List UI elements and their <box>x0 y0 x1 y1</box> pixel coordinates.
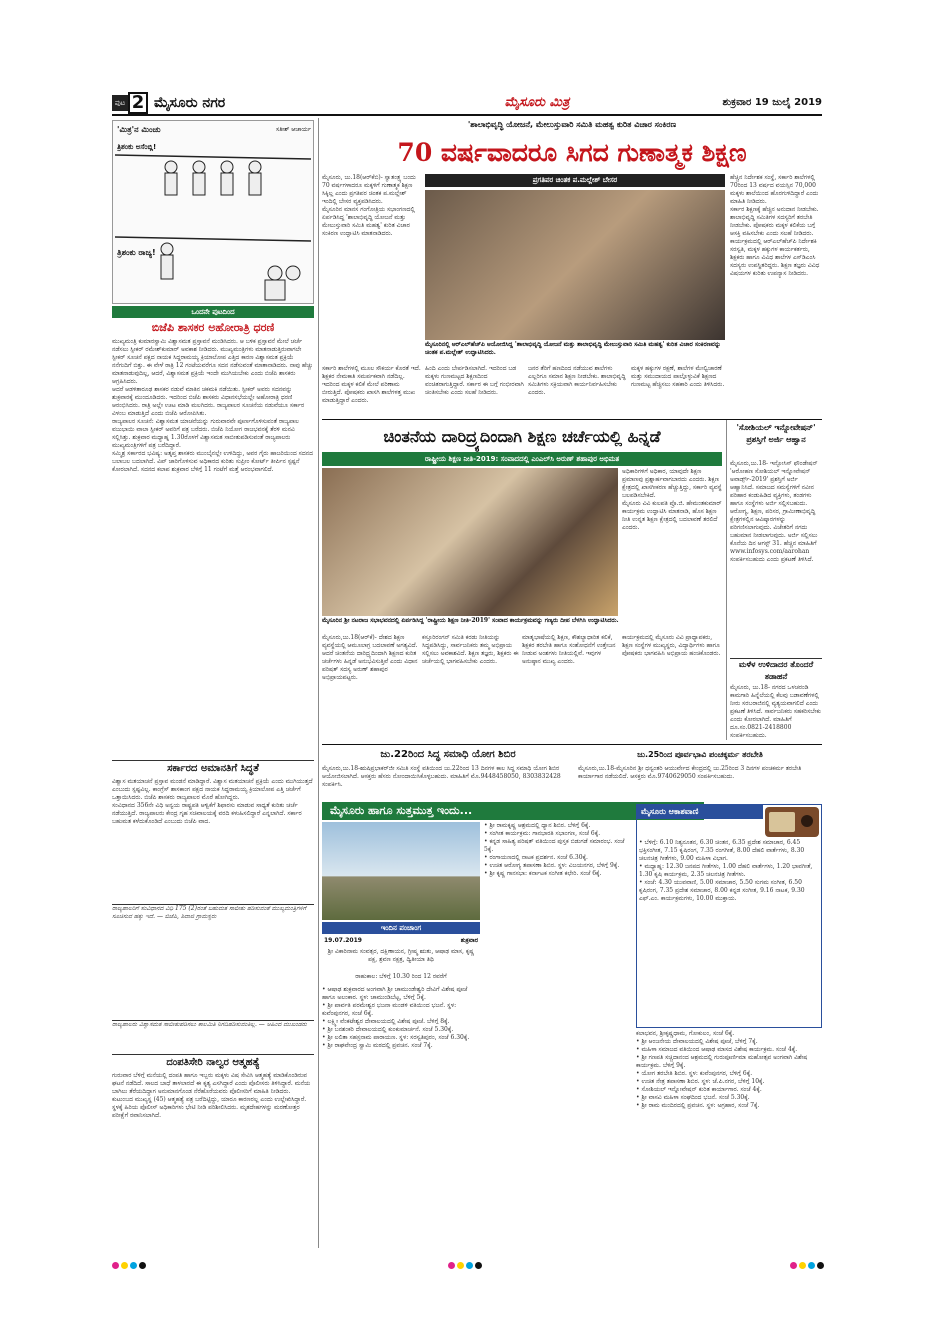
lead-photo <box>425 190 725 340</box>
registration-marks-center <box>448 1254 498 1263</box>
radio-body: • ಬೆಳಿಗ್ಗೆ: 6.10 ನಿತ್ಯನೂತನ, 6.30 ಚಿಂತನ, 6.35 ಪ್ರದೇಶ ಸಮಾಚಾರ, 6.45 ಭಕ್ತಿಸಂಗೀತ, 7.15 ಕೃಷಿರಂಗ, 7.35 ರಂಗಗೀತೆ, 8.00 ದೆಹಲಿ ವಾರ್ತೆಗಳು, 8.30 ಚಲನಚಿತ್ರ ಗೀತೆಗಳು, 9.00 ಮಹಿಳಾ ವಿಭಾಗ. • ಮಧ್ಯಾಹ್ನ: 12.30 ಜನಪದ ಗೀತೆಗಳು, 1.00 ದೆಹಲಿ ವಾರ್ತೆಗಳು, 1.20 ಭಾವಗೀತೆ, 1.30 ಕೃಷಿ ಕಾರ್ಯಕ್ರಮ, 2.35 ಚಲನಚಿತ್ರ ಗೀತೆಗಳು. • ಸಂಜೆ: 4.30 ಯುವವಾಣಿ, 5.00 ಸಮಾಚಾರ, 5.50 ಸುಗಮ ಸಂಗೀತ, 6.50 ಕೃಷಿರಂಗ, 7.35 ಪ್ರದೇಶ ಸಮಾಚಾರ, 8.00 ಕನ್ನಡ ಸಂಗೀತ, 9.16 ನಾಟಕ, 9.30 ಎಫ್.ಎಂ. ಕಾರ್ಯಕ್ರಮಗಳು, 10.00 ಮುಕ್ತಾಯ. <box>639 839 813 902</box>
right-rail-divider <box>726 420 727 740</box>
registration-marks <box>112 1254 162 1263</box>
lead-col4: ಜನರ ತೆರಿಗೆ ಹಣದಿಂದ ನಡೆಯುವ ಶಾಲೆಗಳು ಎಲ್ಲರಿಗೂ ಸಮಾನ ಶಿಕ್ಷಣ ನೀಡಬೇಕು. ಶಾಲಾಭಿವೃದ್ಧಿ ಸಮಿತಿಗಳು ಸಕ್ರಿಯವಾಗಿ ಕಾರ್ಯನಿರ್ವಹಿಸಬೇಕು ಎಂದರು. <box>528 365 628 396</box>
lead-col1: ಮೈಸೂರು, ಜು.18(ಆರ್‌ಕೆಬಿ)- ಸ್ವಾತಂತ್ರ್ಯ ಬಂದು 70 ವರ್ಷಗಳಾದರೂ ಮಕ್ಕಳಿಗೆ ಗುಣಾತ್ಮಕ ಶಿಕ್ಷಣ ಸಿಕ್ಕಿಲ್ಲ ಎಂದು ಪ್ರಗತಿಪರ ಚಿಂತಕ ಪ.ಮಲ್ಲೇಶ್ ಇಂದಿಲ್ಲಿ ಬೇಸರ ವ್ಯಕ್ತಪಡಿಸಿದರು. ಮೈಸೂರಿನ ಮಾನಸ ಗಂಗೋತ್ರಿಯ ಸಭಾಂಗಣದಲ್ಲಿ ಏರ್ಪಡಿಸಿದ್ದ 'ಶಾಲಾಭಿವೃದ್ಧಿ ಯೋಜನೆ ಮತ್ತು ಮೇಲುಸ್ತುವಾರಿ ಸಮಿತಿ ಮಹತ್ವ' ಕುರಿತ ವಿಚಾರ ಸಂಕಿರಣ ಉದ್ಘಾಟಿಸಿ ಮಾತನಾಡಿದರು. <box>322 174 416 237</box>
right-bottom-body: ಕಲಾಭವನ, ಶ್ರೀಕೃಷ್ಣಧಾಮ, ಗೋಕುಲಂ, ಸಂಜೆ 6ಕ್ಕೆ. • ಶ್ರೀ ಆಂಜನೇಯ ದೇವಾಲಯದಲ್ಲಿ ವಿಶೇಷ ಪೂಜೆ, ಬೆಳಿಗ್ಗೆ 7ಕ್ಕೆ. • ಮಹಿಳಾ ಸಮಾಜದ ವತಿಯಿಂದ ಆಷಾಢ ಮಾಸದ ವಿಶೇಷ ಕಾರ್ಯಕ್ರಮ. ಸಂಜೆ 4ಕ್ಕೆ. • ಶ್ರೀ ಗಣಪತಿ ಸಚ್ಚಿದಾನಂದ ಆಶ್ರಮದಲ್ಲಿ ಗುರುಪೂರ್ಣಿಮಾ ಮಹೋತ್ಸವ ಅಂಗವಾಗಿ ವಿಶೇಷ ಕಾರ್ಯಕ್ರಮ. ಬೆಳಿಗ್ಗೆ 9ಕ್ಕೆ. • ಯೋಗ ತರಬೇತಿ ಶಿಬಿರ. ಸ್ಥಳ: ಕುವೆಂಪುನಗರ, ಬೆಳಿಗ್ಗೆ 6ಕ್ಕೆ. • ಉಚಿತ ನೇತ್ರ ತಪಾಸಣಾ ಶಿಬಿರ. ಸ್ಥಳ: ಜೆ.ಪಿ.ನಗರ, ಬೆಳಿಗ್ಗೆ 10ಕ್ಕೆ. • ಸೋಶಿಯಲ್ ಇನ್ನೋವೇಷನ್ ಕುರಿತ ಕಾರ್ಯಾಗಾರ. ಸಂಜೆ 4ಕ್ಕೆ. • ಶ್ರೀ ವಾಸವಿ ಮಹಿಳಾ ಸಂಘದಿಂದ ಭಜನೆ. ಸಂಜೆ 5.30ಕ್ಕೆ. • ಶ್ರೀ ರಾಮ ಮಂದಿರದಲ್ಲಿ ಪ್ರವಚನ. ಸ್ಥಳ: ಅಗ್ರಹಾರ, ಸಂಜೆ 7ಕ್ಕೆ. <box>636 1030 808 1109</box>
story3-headline: ದಂಪತಿಸೇರಿ ನಾಲ್ವರ ಆತ್ಮಹತ್ಯೆ <box>112 1054 314 1070</box>
lead-photo-caption: ಮೈಸೂರಿನಲ್ಲಿ ಆರ್‌ಎಲ್‌ಹೆಚ್‌ಪಿ ಆಯೋಜಿಸಿದ್ದ 'ಶಾಲಾಭಿವೃದ್ಧಿ ಯೋಜನೆ ಮತ್ತು ಶಾಲಾಭಿವೃದ್ಧಿ ಮೇಲುಸ್ತುವಾರಿ ಸಮಿತಿ ಮಹತ್ವ' ಕುರಿತ ವಿಚಾರ ಸಂಕಿರಣವನ್ನು ಚಿಂತಕ ಪ.ಮಲ್ಲೇಶ್ ಉದ್ಘಾಟಿಸಿದರು. <box>425 341 723 356</box>
story-two-col4: ಕಾರ್ಯಕ್ರಮದಲ್ಲಿ ಮೈಸೂರು ವಿವಿ ಪ್ರಾಧ್ಯಾಪಕರು, ಶಿಕ್ಷಣ ಸಂಸ್ಥೆಗಳ ಮುಖ್ಯಸ್ಥರು, ವಿದ್ಯಾರ್ಥಿಗಳು ಹಾಗೂ ಪೋಷಕರು ಭಾಗವಹಿಸಿ ಅಭಿಪ್ರಾಯ ಹಂಚಿಕೊಂಡರು. <box>622 634 722 657</box>
lead-col5: ಮಕ್ಕಳ ಹಕ್ಕುಗಳ ರಕ್ಷಣೆ, ಶಾಲೆಗಳ ಮೇಲ್ವಿಚಾರಣೆ ಮತ್ತು ಸಮುದಾಯದ ಪಾಲ್ಗೊಳ್ಳುವಿಕೆ ಶಿಕ್ಷಣದ ಗುಣಮಟ್ಟ ಹೆಚ್ಚಿಸಲು ಸಹಕಾರಿ ಎಂದು ತಿಳಿಸಿದರು. <box>631 365 725 388</box>
section-bar-continued: ಒಂದನೇ ಪುಟದಿಂದ <box>112 306 314 318</box>
story-two-photo <box>322 468 618 616</box>
radio-title: ಮೈಸೂರು ಆಕಾಶವಾಣಿ <box>637 805 763 819</box>
mid-rule <box>322 744 822 745</box>
events-col2: • ಶ್ರೀ ರಾಮಕೃಷ್ಣ ಆಶ್ರಮದಲ್ಲಿ ಧ್ಯಾನ ಶಿಬಿರ. ಬೆಳಿಗ್ಗೆ 6ಕ್ಕೆ. • ಸಂಗೀತ ಕಾರ್ಯಕ್ರಮ: ಗಾನಭಾರತಿ ಸಭಾಂಗಣ, ಸಂಜೆ 6ಕ್ಕೆ. • ಕನ್ನಡ ಸಾಹಿತ್ಯ ಪರಿಷತ್ ವತಿಯಿಂದ ಪುಸ್ತಕ ಬಿಡುಗಡೆ ಸಮಾರಂಭ. ಸಂಜೆ 5ಕ್ಕೆ. • ರಂಗಾಯಣದಲ್ಲಿ ನಾಟಕ ಪ್ರದರ್ಶನ. ಸಂಜೆ 6.30ಕ್ಕೆ. • ಉಚಿತ ಆರೋಗ್ಯ ತಪಾಸಣಾ ಶಿಬಿರ. ಸ್ಥಳ: ವಿಜಯನಗರ, ಬೆಳಿಗ್ಗೆ 9ಕ್ಕೆ. • ಶ್ರೀ ಕೃಷ್ಣ ಗಾನಸಭಾ: ಕರ್ನಾಟಕ ಸಂಗೀತ ಕಛೇರಿ. ಸಂಜೆ 6ಕ್ಕೆ. <box>484 822 625 877</box>
cartoon-artist: ಸತೀಶ್ ಆಚಾರ್ಯ <box>276 126 311 133</box>
today-bar: ಮೈಸೂರು ಹಾಗೂ ಸುತ್ತಮುತ್ತ ಇಂದು... <box>322 802 704 820</box>
cartoon-label-top: ತ್ರಿಶಂಕು ಅಸೆಂಬ್ಲಿ! <box>117 143 157 151</box>
workshop-headline: ಜು.25ರಿಂದ ಪೂರ್ವಭಾವಿ ಪಂಚಕ್ಕರ್ಮ ತರಬೇತಿ <box>637 750 763 759</box>
lead-kicker: 'ಶಾಲಾಭಿವೃದ್ಧಿ ಯೋಜನೆ, ಮೇಲುಸ್ತುವಾರಿ ಸಮಿತಿ ಮಹತ್ವ ಕುರಿತ ವಿಚಾರ ಸಂಕಿರಣ <box>467 120 677 129</box>
quote-2: ರಾಜ್ಯಪಾಲರು ವಿಶ್ವಾಸಮತ ಸಾಬೀತುಪಡಿಸಲು ಕಾಲಮಿತಿ ನಿಗದಿಪಡಿಸುವಂತಿಲ್ಲ. — ಅಹಿಂದ ಮುಖಂಡರು <box>112 1020 314 1052</box>
workshop-body: ಮೈಸೂರು,ಜು.18-ಮೈಸೂರಿನ ಶ್ರೀ ಧನ್ವಂತರಿ ಆಯುರ್ವೇದ ಕೇಂದ್ರದಲ್ಲಿ ಜು.25ರಿಂದ 3 ದಿನಗಳ ಪಂಚಕರ್ಮ ತರಬೇತಿ ಕಾರ್ಯಾಗಾರ ನಡೆಯಲಿದೆ. ಆಸಕ್ತರು ಮೊ.9740629050 ಸಂಪರ್ಕಿಸಬಹುದು. <box>578 765 804 780</box>
panchanga-day: ಶುಕ್ರವಾರ <box>460 937 478 944</box>
page-header <box>112 92 822 114</box>
radio-box <box>636 804 822 1028</box>
page-number: 2 <box>128 92 148 114</box>
panchanga-line-1: ಶ್ರೀ ವಿಕಾರಿನಾಮ ಸಂವತ್ಸರ, ದಕ್ಷಿಣಾಯನ, ಗ್ರೀಷ್ಮ ಋತು, ಆಷಾಢ ಮಾಸ, ಕೃಷ್ಣ ಪಕ್ಷ, ಶ್ರವಣ ನಕ್ಷತ್ರ, ದ್ವಿತೀಯಾ ತಿಥಿ <box>327 948 477 963</box>
yoga-headline: ಜು.22ರಿಂದ ಸಿದ್ಧ ಸಮಾಧಿ ಯೋಗ ಶಿಬಿರ <box>380 749 516 760</box>
registration-marks-right <box>790 1254 840 1263</box>
story2-body: ವಿಶ್ವಾಸ ಮತಯಾಚನೆ ಪ್ರಸ್ತಾವ ಮಂಡನೆ ಮಾಡಿದ್ದಾರೆ. ವಿಶ್ವಾಸ ಮತಯಾಚನೆ ಪ್ರಕ್ರಿಯೆ ಎಂದು ಮುಗಿಯುತ್ತದೆ ಎಂಬುದು ಸ್ಪಷ್ಟವಿಲ್ಲ. ಕಾಂಗ್ರೆಸ್ ಶಾಸಕಾಂಗ ಪಕ್ಷದ ನಾಯಕ ಸಿದ್ದರಾಮಯ್ಯ ಕ್ರಿಯಾಲೋಪ ಎತ್ತಿ ಚರ್ಚೆಗೆ ಒತ್ತಾಯಿಸಿದರು. ಬಿಜೆಪಿ ಶಾಸಕರು ರಾಜ್ಯಪಾಲರ ಮೊರೆ ಹೋಗಿದ್ದರು. ಸಂವಿಧಾನದ 356ನೇ ವಿಧಿ ಅನ್ವಯ ರಾಷ್ಟ್ರಪತಿ ಆಳ್ವಿಕೆಗೆ ಶಿಫಾರಸು ಮಾಡುವ ಸಾಧ್ಯತೆ ಕುರಿತು ಚರ್ಚೆ ನಡೆಯುತ್ತಿದೆ. ರಾಜ್ಯಪಾಲರು ಕೇಂದ್ರ ಗೃಹ ಸಚಿವಾಲಯಕ್ಕೆ ವರದಿ ಕಳುಹಿಸಲಿದ್ದಾರೆ ಎನ್ನಲಾಗಿದೆ. ಸರ್ಕಾರ ಬಹುಮತ ಕಳೆದುಕೊಂಡಿದೆ ಎಂಬುದು ಬಿಜೆಪಿ ವಾದ. <box>112 778 313 825</box>
story-two-col3: ಮಾತೃಭಾಷೆಯಲ್ಲಿ ಶಿಕ್ಷಣ, ಕೌಶಲ್ಯಾಧಾರಿತ ಕಲಿಕೆ, ಶಿಕ್ಷಕರ ತರಬೇತಿ ಹಾಗೂ ಸಂಶೋಧನೆಗೆ ಉತ್ತೇಜನ ನೀಡುವ ಅಂಶಗಳು ನೀತಿಯಲ್ಲಿವೆ. ಇವುಗಳ ಅನುಷ್ಠಾನ ಮುಖ್ಯ ಎಂದರು. <box>522 634 618 665</box>
cartoon-box <box>112 120 314 304</box>
lead-col2: ಸರ್ಕಾರಿ ಶಾಲೆಗಳಲ್ಲಿ ಮೂಲ ಸೌಕರ್ಯ ಕೊರತೆ ಇದೆ. ಶಿಕ್ಷಕರ ನೇಮಕಾತಿ ಸಮರ್ಪಕವಾಗಿ ನಡೆದಿಲ್ಲ. ಇದರಿಂದ ಮಕ್ಕಳ ಕಲಿಕೆ ಮೇಲೆ ಪರಿಣಾಮ ಬೀರುತ್ತಿದೆ. ಪೋಷಕರು ಖಾಸಗಿ ಶಾಲೆಗಳತ್ತ ಮುಖ ಮಾಡುತ್ತಿದ್ದಾರೆ ಎಂದರು. <box>322 365 423 404</box>
story1-body: ಮುಖ್ಯಮಂತ್ರಿ ಕುಮಾರಸ್ವಾಮಿ ವಿಶ್ವಾಸಮತ ಪ್ರಸ್ತಾವನೆ ಮಂಡಿಸಿದರು. ಆ ಬಳಿಕ ಪ್ರಸ್ತಾವನೆ ಮೇಲೆ ಚರ್ಚೆ ನಡೆಸಲು ಸ್ಪೀಕರ್ ರಮೇಶ್‌ಕುಮಾರ್ ಅವಕಾಶ ನೀಡಿದರು. ಮುಖ್ಯಮಂತ್ರಿಗಳು ಮಾತನಾಡುತ್ತಿರುವಾಗಲೇ ಸ್ಪೀಕರ್ ಸೂಚನೆ ಪಕ್ಷದ ನಾಯಕ ಸಿದ್ದರಾಮಯ್ಯ ಕ್ರಿಯಾಲೋಪ ಎತ್ತಿದ ಕಾರಣ ವಿಶ್ವಾಸಮತ ಪ್ರಕ್ರಿಯೆ ನನೆಗುದಿಗೆ ಬಿತ್ತು. ಈ ವೇಳೆ ರಾತ್ರಿ 12 ಗಂಟೆಯವರೆಗೂ ಸದನ ನಡೆಸುವಂತೆ ಮಾತಾನಾಡಿದರು. ನಾವು ಹೆಚ್ಚು ಮಾತನಾಡುವುದಿಲ್ಲ, ಆದರೆ, ವಿಶ್ವಾಸಮತ ಪ್ರಕ್ರಿಯೆ ಇಂದೇ ಮುಗಿಯಬೇಕು ಎಂದು ಬಿಜೆಪಿ ಶಾಸಕರು ಆಗ್ರಹಿಸಿದರು. ಆದರೆ ಆಡಳಿತಾರೂಢ ಶಾಸಕರ ನಡುವೆ ಮಾತಿನ ಚಕಮಕಿ ನಡೆಯಿತು. ಸ್ಪೀಕರ್ ಅವರು ಸದನವನ್ನು ಶುಕ್ರವಾರಕ್ಕೆ ಮುಂದೂಡಿದರು. ಇದರಿಂದ ಬಿಜೆಪಿ ಶಾಸಕರು ವಿಧಾನಸಭೆಯಲ್ಲೇ ಅಹೋರಾತ್ರಿ ಧರಣಿ ಆರಂಭಿಸಿದರು. ರಾತ್ರಿ ಅಲ್ಲೇ ಊಟ ಮಾಡಿ ಮಲಗಿದರು. ರಾಜ್ಯಪಾಲರ ಸೂಚನೆಯ ನಡುವೆಯೂ ಸರ್ಕಾರ ವಿಳಂಬ ಮಾಡುತ್ತಿದೆ ಎಂದು ಬಿಜೆಪಿ ಆರೋಪಿಸಿತು. ರಾಜ್ಯಪಾಲರ ಸೂಚನೆ: ವಿಶ್ವಾಸಮತ ಯಾಚನೆಯನ್ನು ಗುರುವಾರವೇ ಪೂರ್ಣಗೊಳಿಸುವಂತೆ ರಾಜ್ಯಪಾಲ ವಜುಭಾಯಿ ವಾಲಾ ಸ್ಪೀಕರ್ ಅವರಿಗೆ ಪತ್ರ ಬರೆದರು. ಬಿಜೆಪಿ ನಿಯೋಗ ರಾಜಭವನಕ್ಕೆ ತೆರಳಿ ಮನವಿ ಸಲ್ಲಿಸಿತ್ತು. ಶುಕ್ರವಾರ ಮಧ್ಯಾಹ್ನ 1.30ರೊಳಗೆ ವಿಶ್ವಾಸಮತ ಸಾಬೀತುಪಡಿಸುವಂತೆ ರಾಜ್ಯಪಾಲರು ಮುಖ್ಯಮಂತ್ರಿಗಳಿಗೆ ಪತ್ರ ಬರೆದಿದ್ದಾರೆ. ಸಮ್ಮಿಶ್ರ ಸರ್ಕಾರದ ಭವಿಷ್ಯ: ಅತೃಪ್ತ ಶಾಸಕರು ಮುಂಬೈನಲ್ಲೇ ಉಳಿದಿದ್ದು, ಅವರ ಗೈರು ಹಾಜರಿಯಿಂದ ಸದನದ ಬಲಾಬಲ ಬದಲಾಗಿದೆ. ವಿಪ್ ಜಾರಿಗೊಳಿಸುವ ಅಧಿಕಾರದ ಕುರಿತು ಸುಪ್ರೀಂ ಕೋರ್ಟ್ ತೀರ್ಪಿನ ಸ್ಪಷ್ಟನೆ ಕೋರಲಾಗಿದೆ. ಸದನದ ಕಲಾಪ ಶುಕ್ರವಾರ ಬೆಳಿಗ್ಗೆ 11 ಗಂಟೆಗೆ ಮತ್ತೆ ಆರಂಭವಾಗಲಿದೆ. <box>112 338 313 473</box>
story-two-caption: ಮೈಸೂರಿನ ಶ್ರೀ ನಟರಾಜ ಸಭಾಭವನದಲ್ಲಿ ಏರ್ಪಡಿಸಿದ್ದ 'ರಾಷ್ಟ್ರೀಯ ಶಿಕ್ಷಣ ನೀತಿ-2019' ಸಂವಾದ ಕಾರ್ಯಕ್ರಮವನ್ನು ಗಣ್ಯರು ದೀಪ ಬೆಳಗಿಸಿ ಉದ್ಘಾಟಿಸಿದರು. <box>322 617 619 624</box>
lead-right-col: ಹೆಚ್ಚಿನ ನಿರ್ದೇಶಕ ಸಂಸ್ಥೆ, ಸರ್ಕಾರಿ ಶಾಲೆಗಳಲ್ಲಿ 70ರಿಂದ 13 ವರ್ಷದ ವಯಸ್ಸಿನ 70,000 ಮಕ್ಕಳು ಶಾಲೆಯಿಂದ ಹೊರಗುಳಿದಿದ್ದಾರೆ ಎಂದು ಮಾಹಿತಿ ನೀಡಿದರು. ಸರ್ಕಾರ ಶಿಕ್ಷಣಕ್ಕೆ ಹೆಚ್ಚಿನ ಅನುದಾನ ನೀಡಬೇಕು. ಶಾಲಾಭಿವೃದ್ಧಿ ಸಮಿತಿಗಳ ಸದಸ್ಯರಿಗೆ ತರಬೇತಿ ನೀಡಬೇಕು. ಪೋಷಕರು ಮಕ್ಕಳ ಕಲಿಕೆಯ ಬಗ್ಗೆ ಆಸಕ್ತಿ ವಹಿಸಬೇಕು ಎಂದು ಸಲಹೆ ನೀಡಿದರು. ಕಾರ್ಯಕ್ರಮದಲ್ಲಿ ಆರ್‌ಎಲ್‌ಹೆಚ್‌ಪಿ ನಿರ್ದೇಶಕಿ ಸರಸ್ವತಿ, ಮಕ್ಕಳ ಹಕ್ಕುಗಳ ಕಾರ್ಯಕರ್ತರು, ಶಿಕ್ಷಕರು ಹಾಗೂ ವಿವಿಧ ಶಾಲೆಗಳ ಎಸ್‌ಡಿಎಂಸಿ ಸದಸ್ಯರು ಉಪಸ್ಥಿತರಿದ್ದರು. ಶಿಕ್ಷಣ ತಜ್ಞರು ವಿವಿಧ ವಿಷಯಗಳ ಕುರಿತು ಉಪನ್ಯಾಸ ನೀಡಿದರು. <box>730 174 820 277</box>
story-two-headline: ಚಿಂತನೆಯ ದಾರಿದ್ರ್ಯದಿಂದಾಗಿ ಶಿಕ್ಷಣ ಚರ್ಚೆಯಲ್ಲಿ ಹಿನ್ನಡೆ <box>383 427 661 446</box>
story2-headline: ಸರ್ಕಾರದ ಅಮಾನತಿಗೆ ಸಿದ್ಧತೆ <box>112 760 314 776</box>
panchanga-line-2: ರಾಹುಕಾಲ: ಬೆಳಿಗ್ಗೆ 10.30 ರಿಂದ 12 ರವರೆಗೆ <box>355 973 447 980</box>
cartoon-label-bottom: ತ್ರಿಶಂಕು ರಾಜ್ಯ! <box>117 248 156 257</box>
lead-col3: ಹಿಂದಿ ಎಂದು ಬೇರ್ಪಡಿಸಲಾಗಿದೆ. ಇದರಿಂದ ಬಡ ಮಕ್ಕಳು ಗುಣಮಟ್ಟದ ಶಿಕ್ಷಣದಿಂದ ವಂಚಿತರಾಗುತ್ತಿದ್ದಾರೆ. ಸರ್ಕಾರ ಈ ಬಗ್ಗೆ ಗಂಭೀರವಾಗಿ ಚಿಂತಿಸಬೇಕು ಎಂದು ಸಲಹೆ ನೀಡಿದರು. <box>425 365 526 396</box>
radio-icon <box>765 807 819 837</box>
story-two-col2: ಕಸ್ತೂರಿರಂಗನ್ ಸಮಿತಿ ಕರಡು ನೀತಿಯನ್ನು ಸಿದ್ಧಪಡಿಸಿದ್ದು, ಸಾರ್ವಜನಿಕರು ತಮ್ಮ ಅಭಿಪ್ರಾಯ ಸಲ್ಲಿಸಲು ಅವಕಾಶವಿದೆ. ಶಿಕ್ಷಣ ತಜ್ಞರು, ಶಿಕ್ಷಕರು ಈ ಚರ್ಚೆಯಲ್ಲಿ ಭಾಗವಹಿಸಬೇಕು ಎಂದರು. <box>422 634 521 665</box>
section-title: ಮೈಸೂರು ನಗರ <box>154 95 226 111</box>
quote-1: ರಾಜ್ಯಪಾಲರಿಗೆ ಸಂವಿಧಾನದ ವಿಧಿ 175 (2)ರಂತೆ ಬಹುಮತ ಸಾಬೀತು ಪಡಿಸುವಂತೆ ಮುಖ್ಯಮಂತ್ರಿಗಳಿಗೆ ಸೂಚಿಸುವ ಹಕ್ಕು ಇದೆ. — ಬಿಜೆಪಿ, ಶಿವಾಜಿ ಗ್ರಾಮಸ್ಥರು <box>112 904 314 964</box>
innovation-sub-body: ಮೈಸೂರು, ಜು.18- ನಗರದ ಒಳಚರಂಡಿ ಕಾಮಗಾರಿ ಹಿನ್ನೆಲೆಯಲ್ಲಿ ಕೆಲವು ಬಡಾವಣೆಗಳಲ್ಲಿ ನೀರು ಸರಬರಾಜಿನಲ್ಲಿ ವ್ಯತ್ಯಯವಾಗಲಿದೆ ಎಂದು ಪ್ರಕಟಣೆ ತಿಳಿಸಿದೆ. ಸಾರ್ವಜನಿಕರು ಸಹಕರಿಸಬೇಕು ಎಂದು ಕೋರಲಾಗಿದೆ. ಮಾಹಿತಿಗೆ ದೂ.ಸಂ.0821-2418800 ಸಂಪರ್ಕಿಸಬಹುದು. <box>730 684 823 739</box>
innovation-headline: 'ಸೋಶಿಯಲ್ ಇನ್ನೋವೇಷನ್' ಪ್ರಶಸ್ತಿಗೆ ಅರ್ಜಿ ಆಹ್ವಾನ <box>736 423 816 444</box>
lead-bottom-rule <box>322 419 822 420</box>
page-label-box: ಪುಟ <box>112 95 128 111</box>
story-two-col5: ಅಧಿಕಾರಿಗಳಿಗೆ ಅಧಿಕಾರ, ಯಾವುದೇ ಶಿಕ್ಷಣ ಪ್ರಮಾಣವು ಪ್ರಶ್ನಾರ್ಹವಾಗಬಾರದು ಎಂದರು. ಶಿಕ್ಷಣ ಕ್ಷೇತ್ರದಲ್ಲಿ ಖಾಸಗೀಕರಣ ಹೆಚ್ಚುತ್ತಿದ್ದು, ಸರ್ಕಾರಿ ವ್ಯವಸ್ಥೆ ಬಲಪಡಿಸಬೇಕಿದೆ. ಮೈಸೂರು ವಿವಿ ಕುಲಪತಿ ಪ್ರೊ.ಜಿ. ಹೇಮಂತಕುಮಾರ್ ಕಾರ್ಯಕ್ರಮ ಉದ್ಘಾಟಿಸಿ ಮಾತನಾಡಿ, ಹೊಸ ಶಿಕ್ಷಣ ನೀತಿ ಉನ್ನತ ಶಿಕ್ಷಣ ಕ್ಷೇತ್ರದಲ್ಲಿ ಬದಲಾವಣೆ ತರಲಿದೆ ಎಂದರು. <box>622 468 722 531</box>
lead-subhead: ಪ್ರಗತಿಪರ ಚಿಂತಕ ಪ.ಮಲ್ಲೇಶ್ ಬೇಸರ <box>425 174 725 187</box>
innovation-body: ಮೈಸೂರು,ಜು.18- ಇನ್ಫೋಸಿಸ್ ಫೌಂಡೇಷನ್ 'ಆರೋಹಣ ಸೋಶಿಯಲ್ ಇನ್ನೋವೇಷನ್ ಅವಾರ್ಡ್ಸ್-2019' ಪ್ರಶಸ್ತಿಗೆ ಅರ್ಜಿ ಆಹ್ವಾನಿಸಿದೆ. ಸಮಾಜದ ಸಮಸ್ಯೆಗಳಿಗೆ ನವೀನ ಪರಿಹಾರ ಕಂಡುಹಿಡಿದ ವ್ಯಕ್ತಿಗಳು, ತಂಡಗಳು ಹಾಗೂ ಸಂಸ್ಥೆಗಳು ಅರ್ಜಿ ಸಲ್ಲಿಸಬಹುದು. ಆರೋಗ್ಯ, ಶಿಕ್ಷಣ, ಪರಿಸರ, ಗ್ರಾಮೀಣಾಭಿವೃದ್ಧಿ ಕ್ಷೇತ್ರಗಳಲ್ಲಿನ ಆವಿಷ್ಕಾರಗಳನ್ನು ಪರಿಗಣಿಸಲಾಗುವುದು. ವಿಜೇತರಿಗೆ ನಗದು ಬಹುಮಾನ ನೀಡಲಾಗುವುದು. ಅರ್ಜಿ ಸಲ್ಲಿಸಲು ಕೊನೆಯ ದಿನ ಆಗಸ್ಟ್ 31. ಹೆಚ್ಚಿನ ಮಾಹಿತಿಗೆ www.infosys.com/aarohan ಸಂಪರ್ಕಿಸಬಹುದು ಎಂದು ಪ್ರಕಟಣೆ ತಿಳಿಸಿದೆ. <box>730 460 820 563</box>
story-two-col1: ಮೈಸೂರು,ಜು.18(ಆರ್‌ಕೆ)- ದೇಶದ ಶಿಕ್ಷಣ ವ್ಯವಸ್ಥೆಯಲ್ಲಿ ಆಮೂಲಾಗ್ರ ಬದಲಾವಣೆ ಅಗತ್ಯವಿದೆ. ಆದರೆ ಚಿಂತನೆಯ ದಾರಿದ್ರ್ಯದಿಂದಾಗಿ ಶಿಕ್ಷಣದ ಕುರಿತ ಚರ್ಚೆಗಳು ಹಿನ್ನಡೆ ಅನುಭವಿಸುತ್ತಿವೆ ಎಂದು ವಿಧಾನ ಪರಿಷತ್ ಸದಸ್ಯ ಅರುಣ್ ಶಹಾಪುರ ಅಭಿಪ್ರಾಯಪಟ್ಟರು. <box>322 634 420 681</box>
left-column-divider <box>318 118 319 1248</box>
header-date: ಶುಕ್ರವಾರ 19 ಜುಲೈ 2019 <box>722 97 822 108</box>
yoga-body: ಮೈಸೂರು,ಜು.18-ಋಷಿಪ್ರಭಾಕರ್‌ಜೀ ಸಮಿತಿ ಸಂಸ್ಥೆ ವತಿಯಿಂದ ಜು.22ರಿಂದ 13 ದಿನಗಳ ಕಾಲ ಸಿದ್ಧ ಸಮಾಧಿ ಯೋಗ ಶಿಬಿರ ಆಯೋಜಿಸಲಾಗಿದೆ. ಆಸಕ್ತರು ಹೆಸರು ನೋಂದಾಯಿಸಿಕೊಳ್ಳಬಹುದು. ಮಾಹಿತಿಗೆ ಮೊ.9448458050, 8303832428 ಸಂಪರ್ಕಿಸಿ. <box>322 765 563 788</box>
masthead: ಮೈಸೂರು ಮಿತ್ರ <box>504 95 570 110</box>
panchanga-title: ಇಂದಿನ ಪಂಚಾಂಗ <box>322 922 480 934</box>
lead-headline: 70 ವರ್ಷವಾದರೂ ಸಿಗದ ಗುಣಾತ್ಮಕ ಶಿಕ್ಷಣ <box>397 138 747 167</box>
cartoon-title: 'ಮಿತ್ರ'ನ ಮಿಂಚು <box>117 125 161 134</box>
panchanga-date: 19.07.2019 <box>324 937 362 944</box>
palace-photo <box>322 822 480 920</box>
story1-headline: ಬಿಜೆಪಿ ಶಾಸಕರ ಅಹೋರಾತ್ರಿ ಧರಣಿ <box>151 321 275 334</box>
header-rule <box>112 114 822 116</box>
story3-body: ಗುರುವಾರ ಬೆಳಿಗ್ಗೆ ಮನೆಯಲ್ಲಿ ದಂಪತಿ ಹಾಗೂ ಇಬ್ಬರು ಮಕ್ಕಳು ವಿಷ ಸೇವಿಸಿ ಆತ್ಮಹತ್ಯೆ ಮಾಡಿಕೊಂಡಿರುವ ಘಟನೆ ನಡೆದಿದೆ. ಸಾಲದ ಬಾಧೆ ತಾಳಲಾರದೆ ಈ ಕೃತ್ಯ ಎಸಗಿದ್ದಾರೆ ಎಂದು ಪೊಲೀಸರು ತಿಳಿಸಿದ್ದಾರೆ. ಮನೆಯ ಬಾಗಿಲು ತೆರೆಯದಿದ್ದಾಗ ಅನುಮಾನಗೊಂಡ ನೆರೆಹೊರೆಯವರು ಪೊಲೀಸರಿಗೆ ಮಾಹಿತಿ ನೀಡಿದರು. ಕುಟುಂಬದ ಮುಖ್ಯಸ್ಥ (45) ಆತ್ಮಹತ್ಯೆ ಪತ್ರ ಬರೆದಿಟ್ಟಿದ್ದು, ಯಾರೂ ಕಾರಣರಲ್ಲ ಎಂದು ಉಲ್ಲೇಖಿಸಿದ್ದಾರೆ. ಸ್ಥಳಕ್ಕೆ ಹಿರಿಯ ಪೊಲೀಸ್ ಅಧಿಕಾರಿಗಳು ಭೇಟಿ ನೀಡಿ ಪರಿಶೀಲಿಸಿದರು. ಮೃತದೇಹಗಳನ್ನು ಮರಣೋತ್ತರ ಪರೀಕ್ಷೆಗೆ ರವಾನಿಸಲಾಗಿದೆ. <box>112 1072 311 1119</box>
innovation-sub-headline: ಮಳೆಳ ಉಳಿದಾದರ ತೊಂದರೆ ತಡಾಹನೆ <box>730 658 822 682</box>
events-col1: • ಆಷಾಢ ಶುಕ್ರವಾರದ ಅಂಗವಾಗಿ ಶ್ರೀ ಚಾಮುಂಡೇಶ್ವರಿ ದೇವಿಗೆ ವಿಶೇಷ ಪೂಜೆ ಹಾಗೂ ಅಲಂಕಾರ. ಸ್ಥಳ: ಚಾಮುಂಡಿಬೆಟ್ಟ, ಬೆಳಿಗ್ಗೆ 5ಕ್ಕೆ. • ಶ್ರೀ ಪಾರ್ವತಿ ಪರಮೇಶ್ವರ ಭಜನಾ ಮಂಡಳಿ ವತಿಯಿಂದ ಭಜನೆ. ಸ್ಥಳ: ಕುವೆಂಪುನಗರ, ಸಂಜೆ 6ಕ್ಕೆ. • ಲಕ್ಷ್ಮೀ ವೆಂಕಟೇಶ್ವರ ದೇವಾಲಯದಲ್ಲಿ ವಿಶೇಷ ಪೂಜೆ. ಬೆಳಿಗ್ಗೆ 8ಕ್ಕೆ. • ಶ್ರೀ ಬನಶಂಕರಿ ದೇವಾಲಯದಲ್ಲಿ ಕುಂಕುಮಾರ್ಚನೆ. ಸಂಜೆ 5.30ಕ್ಕೆ. • ಶ್ರೀ ಲಲಿತಾ ಸಹಸ್ರನಾಮ ಪಾರಾಯಣ. ಸ್ಥಳ: ಸರಸ್ವತಿಪುರಂ, ಸಂಜೆ 6.30ಕ್ಕೆ. • ಶ್ರೀ ರಾಘವೇಂದ್ರ ಸ್ವಾಮಿ ಮಠದಲ್ಲಿ ಪ್ರವಚನ. ಸಂಜೆ 7ಕ್ಕೆ. <box>322 986 470 1049</box>
story-two-subhead: ರಾಷ್ಟ್ರೀಯ ಶಿಕ್ಷಣ ನೀತಿ-2019: ಸಂವಾದದಲ್ಲಿ ಎಂಎಲ್‌ಸಿ ಅರುಣ್ ಶಹಾಪುರ ಅಭಿಮತ <box>322 452 722 466</box>
